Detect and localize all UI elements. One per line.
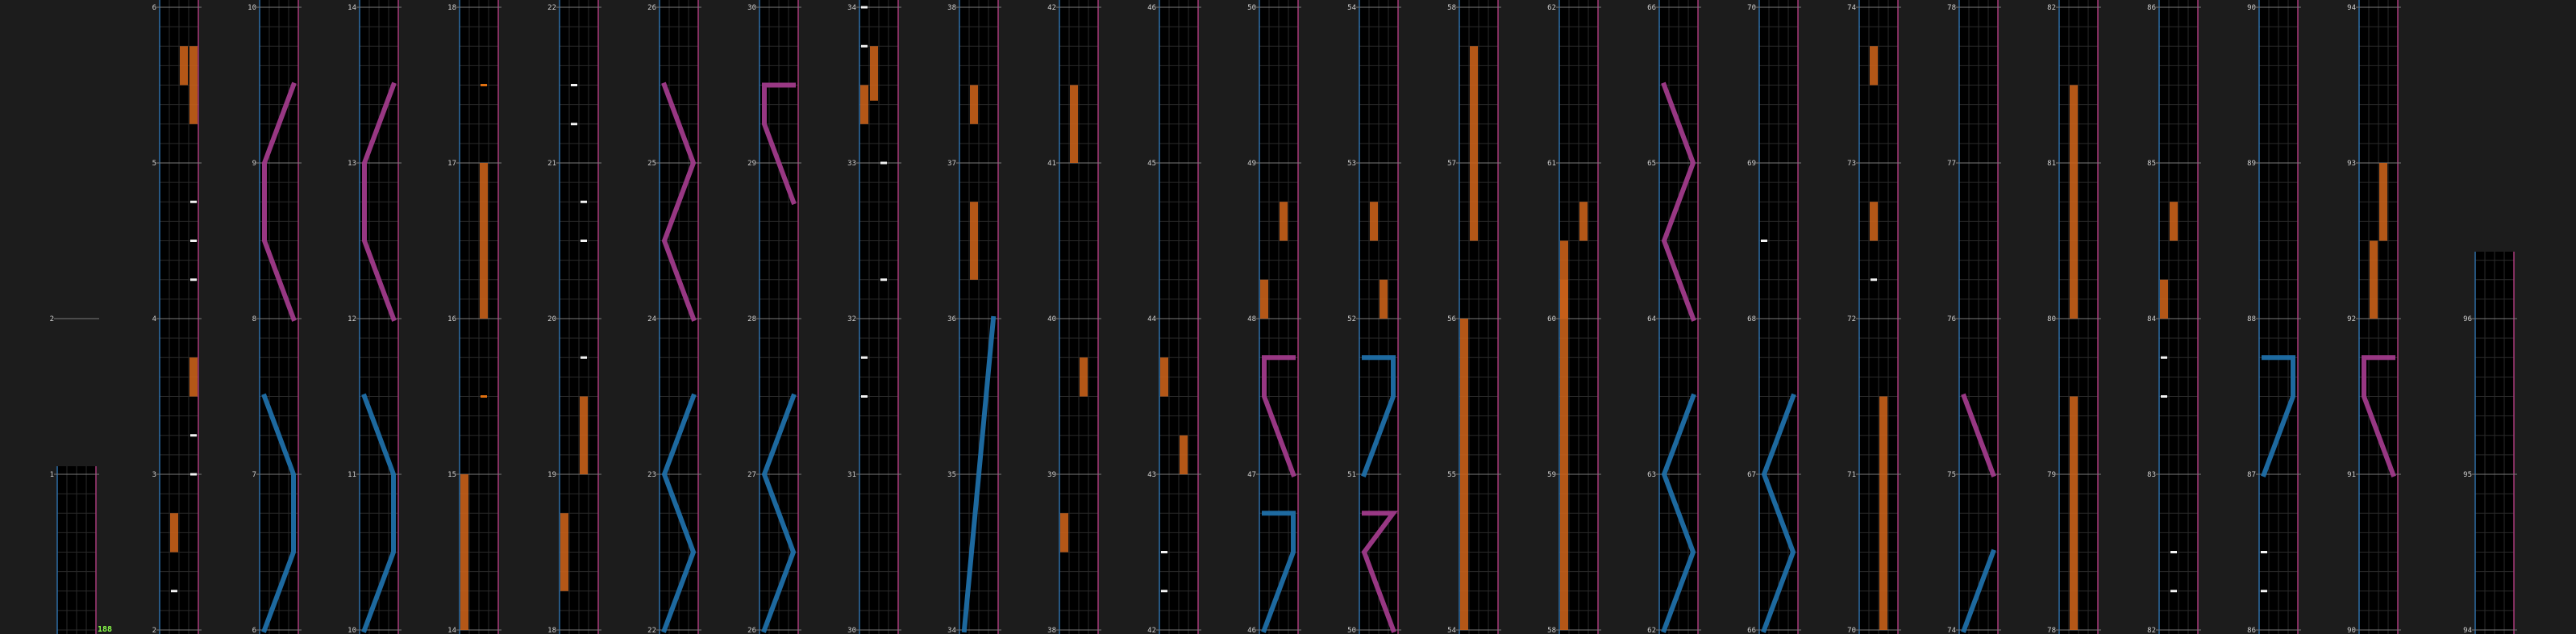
- measure-number: 10: [347, 627, 356, 634]
- measure-number: 90: [2247, 4, 2256, 12]
- measure-number: 62: [1547, 4, 1556, 12]
- measure-number: 46: [1247, 627, 1256, 634]
- hold-note[interactable]: [460, 474, 468, 630]
- measure-number: 95: [2463, 471, 2472, 479]
- measure-number: 50: [1247, 4, 1256, 12]
- mine-note[interactable]: [481, 395, 487, 398]
- tap-note[interactable]: [581, 201, 587, 203]
- measure-number: 82: [2047, 4, 2056, 12]
- measure-number: 12: [347, 315, 356, 323]
- measure-number: 30: [747, 4, 756, 12]
- hold-note[interactable]: [189, 357, 198, 396]
- measure-number: 2: [49, 315, 54, 323]
- tap-note[interactable]: [1761, 240, 1767, 242]
- measure-number: 37: [947, 160, 956, 168]
- measure-number: 91: [2347, 471, 2356, 479]
- hold-note[interactable]: [1870, 202, 1878, 240]
- tap-note[interactable]: [2261, 551, 2267, 553]
- tap-note[interactable]: [861, 45, 868, 48]
- tap-note[interactable]: [1161, 551, 1167, 553]
- measure-number: 94: [2347, 4, 2356, 12]
- measure-number: 54: [1347, 4, 1356, 12]
- hold-note[interactable]: [2070, 397, 2078, 631]
- measure-number: 5: [152, 160, 156, 168]
- hold-note[interactable]: [970, 86, 978, 124]
- tap-note[interactable]: [190, 434, 197, 436]
- tap-note[interactable]: [1871, 278, 1877, 281]
- hold-note[interactable]: [870, 46, 878, 101]
- measure-number: 19: [547, 471, 556, 479]
- measure-number: 49: [1247, 160, 1256, 168]
- measure-number: 48: [1247, 315, 1256, 323]
- hold-note[interactable]: [170, 513, 178, 552]
- measure-number: 64: [1647, 315, 1656, 323]
- measure-number: 70: [1747, 4, 1756, 12]
- measure-number: 32: [847, 315, 856, 323]
- measure-number: 89: [2247, 160, 2256, 168]
- tap-note[interactable]: [581, 240, 587, 242]
- tap-note[interactable]: [571, 123, 577, 125]
- tap-note[interactable]: [2170, 551, 2177, 553]
- hold-note[interactable]: [2379, 163, 2387, 241]
- hold-note[interactable]: [1380, 280, 1388, 319]
- measure-number: 77: [1947, 160, 1956, 168]
- hold-note[interactable]: [1160, 357, 1168, 396]
- tap-note[interactable]: [880, 162, 887, 165]
- measure-number: 83: [2147, 471, 2156, 479]
- measure-number: 2: [152, 627, 156, 634]
- measure-number: 88: [2247, 315, 2256, 323]
- measure-number: 90: [2347, 627, 2356, 634]
- tap-note[interactable]: [861, 6, 868, 9]
- measure-number: 26: [747, 627, 756, 634]
- measure-number: 6: [152, 4, 156, 12]
- measure-number: 78: [1947, 4, 1956, 12]
- hold-note[interactable]: [1579, 202, 1588, 240]
- measure-number: 44: [1147, 315, 1156, 323]
- measure-number: 45: [1147, 160, 1156, 168]
- measure-number: 62: [1647, 627, 1656, 634]
- tap-note[interactable]: [190, 201, 197, 203]
- hold-note[interactable]: [1070, 86, 1078, 164]
- bpm-marker: 188: [98, 625, 113, 634]
- tap-note[interactable]: [861, 395, 868, 398]
- measure-number: 50: [1347, 627, 1356, 634]
- tap-note[interactable]: [581, 357, 587, 359]
- measure-number: 86: [2247, 627, 2256, 634]
- measure-number: 60: [1547, 315, 1556, 323]
- tap-note[interactable]: [1161, 590, 1167, 592]
- measure-number: 58: [1447, 4, 1456, 12]
- measure-number: 38: [1047, 627, 1056, 634]
- measure-number: 58: [1547, 627, 1556, 634]
- measure-number: 18: [447, 4, 456, 12]
- hold-note[interactable]: [2160, 280, 2168, 319]
- tap-note[interactable]: [171, 590, 177, 592]
- measure-number: 33: [847, 160, 856, 168]
- hold-note[interactable]: [1460, 319, 1468, 630]
- hold-note[interactable]: [189, 46, 198, 124]
- measure-number: 13: [347, 160, 356, 168]
- hold-note[interactable]: [1060, 513, 1068, 552]
- measure-number: 52: [1347, 315, 1356, 323]
- hold-note[interactable]: [560, 513, 568, 591]
- mine-note[interactable]: [481, 84, 487, 86]
- measure-number: 55: [1447, 471, 1456, 479]
- tap-note[interactable]: [190, 278, 197, 281]
- measure-number: 74: [1947, 627, 1956, 634]
- measure-number: 96: [2463, 315, 2472, 323]
- measure-number: 69: [1747, 160, 1756, 168]
- measure-number: 24: [647, 315, 656, 323]
- measure-number: 23: [647, 471, 656, 479]
- measure-number: 46: [1147, 4, 1156, 12]
- hold-note[interactable]: [1180, 436, 1188, 474]
- measure-number: 38: [947, 4, 956, 12]
- measure-number: 68: [1747, 315, 1756, 323]
- tap-note[interactable]: [2161, 395, 2167, 398]
- measure-number: 18: [547, 627, 556, 634]
- measure-number: 67: [1747, 471, 1756, 479]
- measure-number: 51: [1347, 471, 1356, 479]
- measure-number: 34: [947, 627, 956, 634]
- hold-note[interactable]: [1879, 397, 1887, 631]
- measure-number: 6: [252, 627, 256, 634]
- tap-note[interactable]: [861, 357, 868, 359]
- measure-number: 80: [2047, 315, 2056, 323]
- measure-number: 59: [1547, 471, 1556, 479]
- measure-number: 28: [747, 315, 756, 323]
- hold-note[interactable]: [1370, 202, 1378, 240]
- measure-number: 31: [847, 471, 856, 479]
- measure-number: 34: [847, 4, 856, 12]
- measure-number: 81: [2047, 160, 2056, 168]
- hold-note[interactable]: [2370, 241, 2378, 319]
- measure-number: 22: [547, 4, 556, 12]
- hold-note[interactable]: [1560, 280, 1568, 319]
- measure-number: 71: [1847, 471, 1856, 479]
- measure-number: 61: [1547, 160, 1556, 168]
- measure-number: 9: [252, 160, 256, 168]
- measure-number: 74: [1847, 4, 1856, 12]
- measure-number: 82: [2147, 627, 2156, 634]
- tap-note[interactable]: [2261, 590, 2267, 592]
- measure-number: 85: [2147, 160, 2156, 168]
- measure-number: 57: [1447, 160, 1456, 168]
- measure-number: 70: [1847, 627, 1856, 634]
- measure-number: 87: [2247, 471, 2256, 479]
- measure-number: 93: [2347, 160, 2356, 168]
- measure-number: 42: [1147, 627, 1156, 634]
- measure-number: 26: [647, 4, 656, 12]
- hold-note[interactable]: [1280, 202, 1288, 240]
- measure-number: 8: [252, 315, 256, 323]
- measure-number: 22: [647, 627, 656, 634]
- measure-number: 56: [1447, 315, 1456, 323]
- measure-number: 39: [1047, 471, 1056, 479]
- measure-number: 94: [2463, 627, 2472, 634]
- hold-note[interactable]: [2170, 202, 2178, 240]
- measure-number: 41: [1047, 160, 1056, 168]
- measure-number: 4: [152, 315, 156, 323]
- measure-number: 14: [347, 4, 356, 12]
- tap-note[interactable]: [190, 240, 197, 242]
- measure-number: 42: [1047, 4, 1056, 12]
- tap-note[interactable]: [571, 84, 577, 86]
- measure-number: 36: [947, 315, 956, 323]
- measure-number: 7: [252, 471, 256, 479]
- measure-number: 54: [1447, 627, 1456, 634]
- tap-note[interactable]: [190, 473, 197, 476]
- measure-number: 40: [1047, 315, 1056, 323]
- hold-note[interactable]: [1080, 357, 1088, 396]
- measure-number: 73: [1847, 160, 1856, 168]
- hold-note[interactable]: [580, 397, 588, 475]
- measure-number: 86: [2147, 4, 2156, 12]
- measure-number: 14: [447, 627, 456, 634]
- hold-note[interactable]: [1470, 46, 1478, 240]
- hold-note[interactable]: [860, 86, 868, 124]
- measure-number: 21: [547, 160, 556, 168]
- hold-note[interactable]: [2070, 86, 2078, 319]
- measure-number: 75: [1947, 471, 1956, 479]
- measure-number: 66: [1747, 627, 1756, 634]
- measure-number: 66: [1647, 4, 1656, 12]
- hold-note[interactable]: [180, 46, 188, 85]
- measure-number: 3: [152, 471, 156, 479]
- hold-note[interactable]: [1870, 46, 1878, 85]
- measure-number: 84: [2147, 315, 2156, 323]
- measure-number: 1: [49, 471, 54, 479]
- measure-number: 15: [447, 471, 456, 479]
- measure-number: 53: [1347, 160, 1356, 168]
- measure-number: 35: [947, 471, 956, 479]
- measure-number: 63: [1647, 471, 1656, 479]
- measure-number: 76: [1947, 315, 1956, 323]
- measure-number: 43: [1147, 471, 1156, 479]
- measure-number: 29: [747, 160, 756, 168]
- measure-number: 10: [248, 4, 256, 12]
- measure-number: 16: [447, 315, 456, 323]
- measure-number: 11: [347, 471, 356, 479]
- measure-number: 17: [447, 160, 456, 168]
- measure-number: 47: [1247, 471, 1256, 479]
- hold-note[interactable]: [1260, 280, 1268, 319]
- measure-number: 25: [647, 160, 656, 168]
- measure-number: 78: [2047, 627, 2056, 634]
- measure-number: 20: [547, 315, 556, 323]
- tap-note[interactable]: [2161, 357, 2167, 359]
- hold-note[interactable]: [970, 202, 978, 280]
- measure-number: 30: [847, 627, 856, 634]
- tap-note[interactable]: [880, 278, 887, 281]
- measure-number: 72: [1847, 315, 1856, 323]
- tap-note[interactable]: [2170, 590, 2177, 592]
- measure-number: 65: [1647, 160, 1656, 168]
- measure-number: 92: [2347, 315, 2356, 323]
- measure-number: 79: [2047, 471, 2056, 479]
- hold-note[interactable]: [480, 163, 488, 319]
- measure-number: 27: [747, 471, 756, 479]
